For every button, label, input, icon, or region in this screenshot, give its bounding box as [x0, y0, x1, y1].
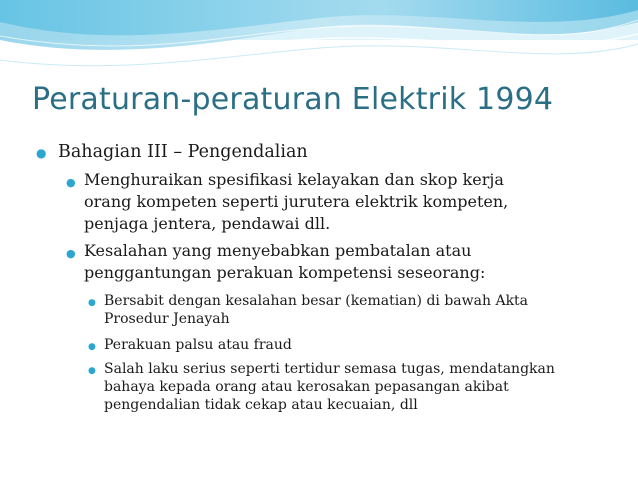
bullet-icon: ● — [66, 176, 76, 189]
bullet-icon: ● — [88, 366, 96, 376]
level2-item-1-line-3: penjaga jentera, pendawai dll. — [84, 214, 331, 233]
slide-title: Peraturan-peraturan Elektrik 1994 — [32, 82, 554, 117]
bullet-icon: ● — [66, 247, 76, 260]
level3-item-3-line-1: Salah laku serius seperti tertidur semasa tugas, mendatangkan — [104, 361, 555, 377]
level2-item-2-line-1: Kesalahan yang menyebabkan pembatalan atau — [84, 241, 472, 260]
level3-item-3-line-3: pengendalian tidak cekap atau kecuaian, dll — [104, 397, 418, 413]
level2-item-1-line-2: orang kompeten seperti jurutera elektrik kompeten, — [84, 192, 509, 211]
bullet-icon: ● — [88, 298, 96, 308]
level3-item-2-line-1: Perakuan palsu atau fraud — [104, 337, 292, 353]
level2-item-1-line-1: Menghuraikan spesifikasi kelayakan dan skop kerja — [84, 170, 504, 189]
bullet-icon: ● — [88, 342, 96, 352]
bullet-icon: ● — [36, 146, 47, 160]
level3-item-1-line-2: Prosedur Jenayah — [104, 311, 230, 327]
level2-item-2-line-2: penggantungan perakuan kompetensi seseorang: — [84, 263, 486, 282]
level3-item-3-line-2: bahaya kepada orang atau kerosakan pepasangan akibat — [104, 379, 509, 395]
level3-item-1-line-1: Bersabit dengan kesalahan besar (kematian) di bawah Akta — [104, 293, 529, 309]
level1-bullet-text: Bahagian III – Pengendalian — [58, 142, 308, 162]
